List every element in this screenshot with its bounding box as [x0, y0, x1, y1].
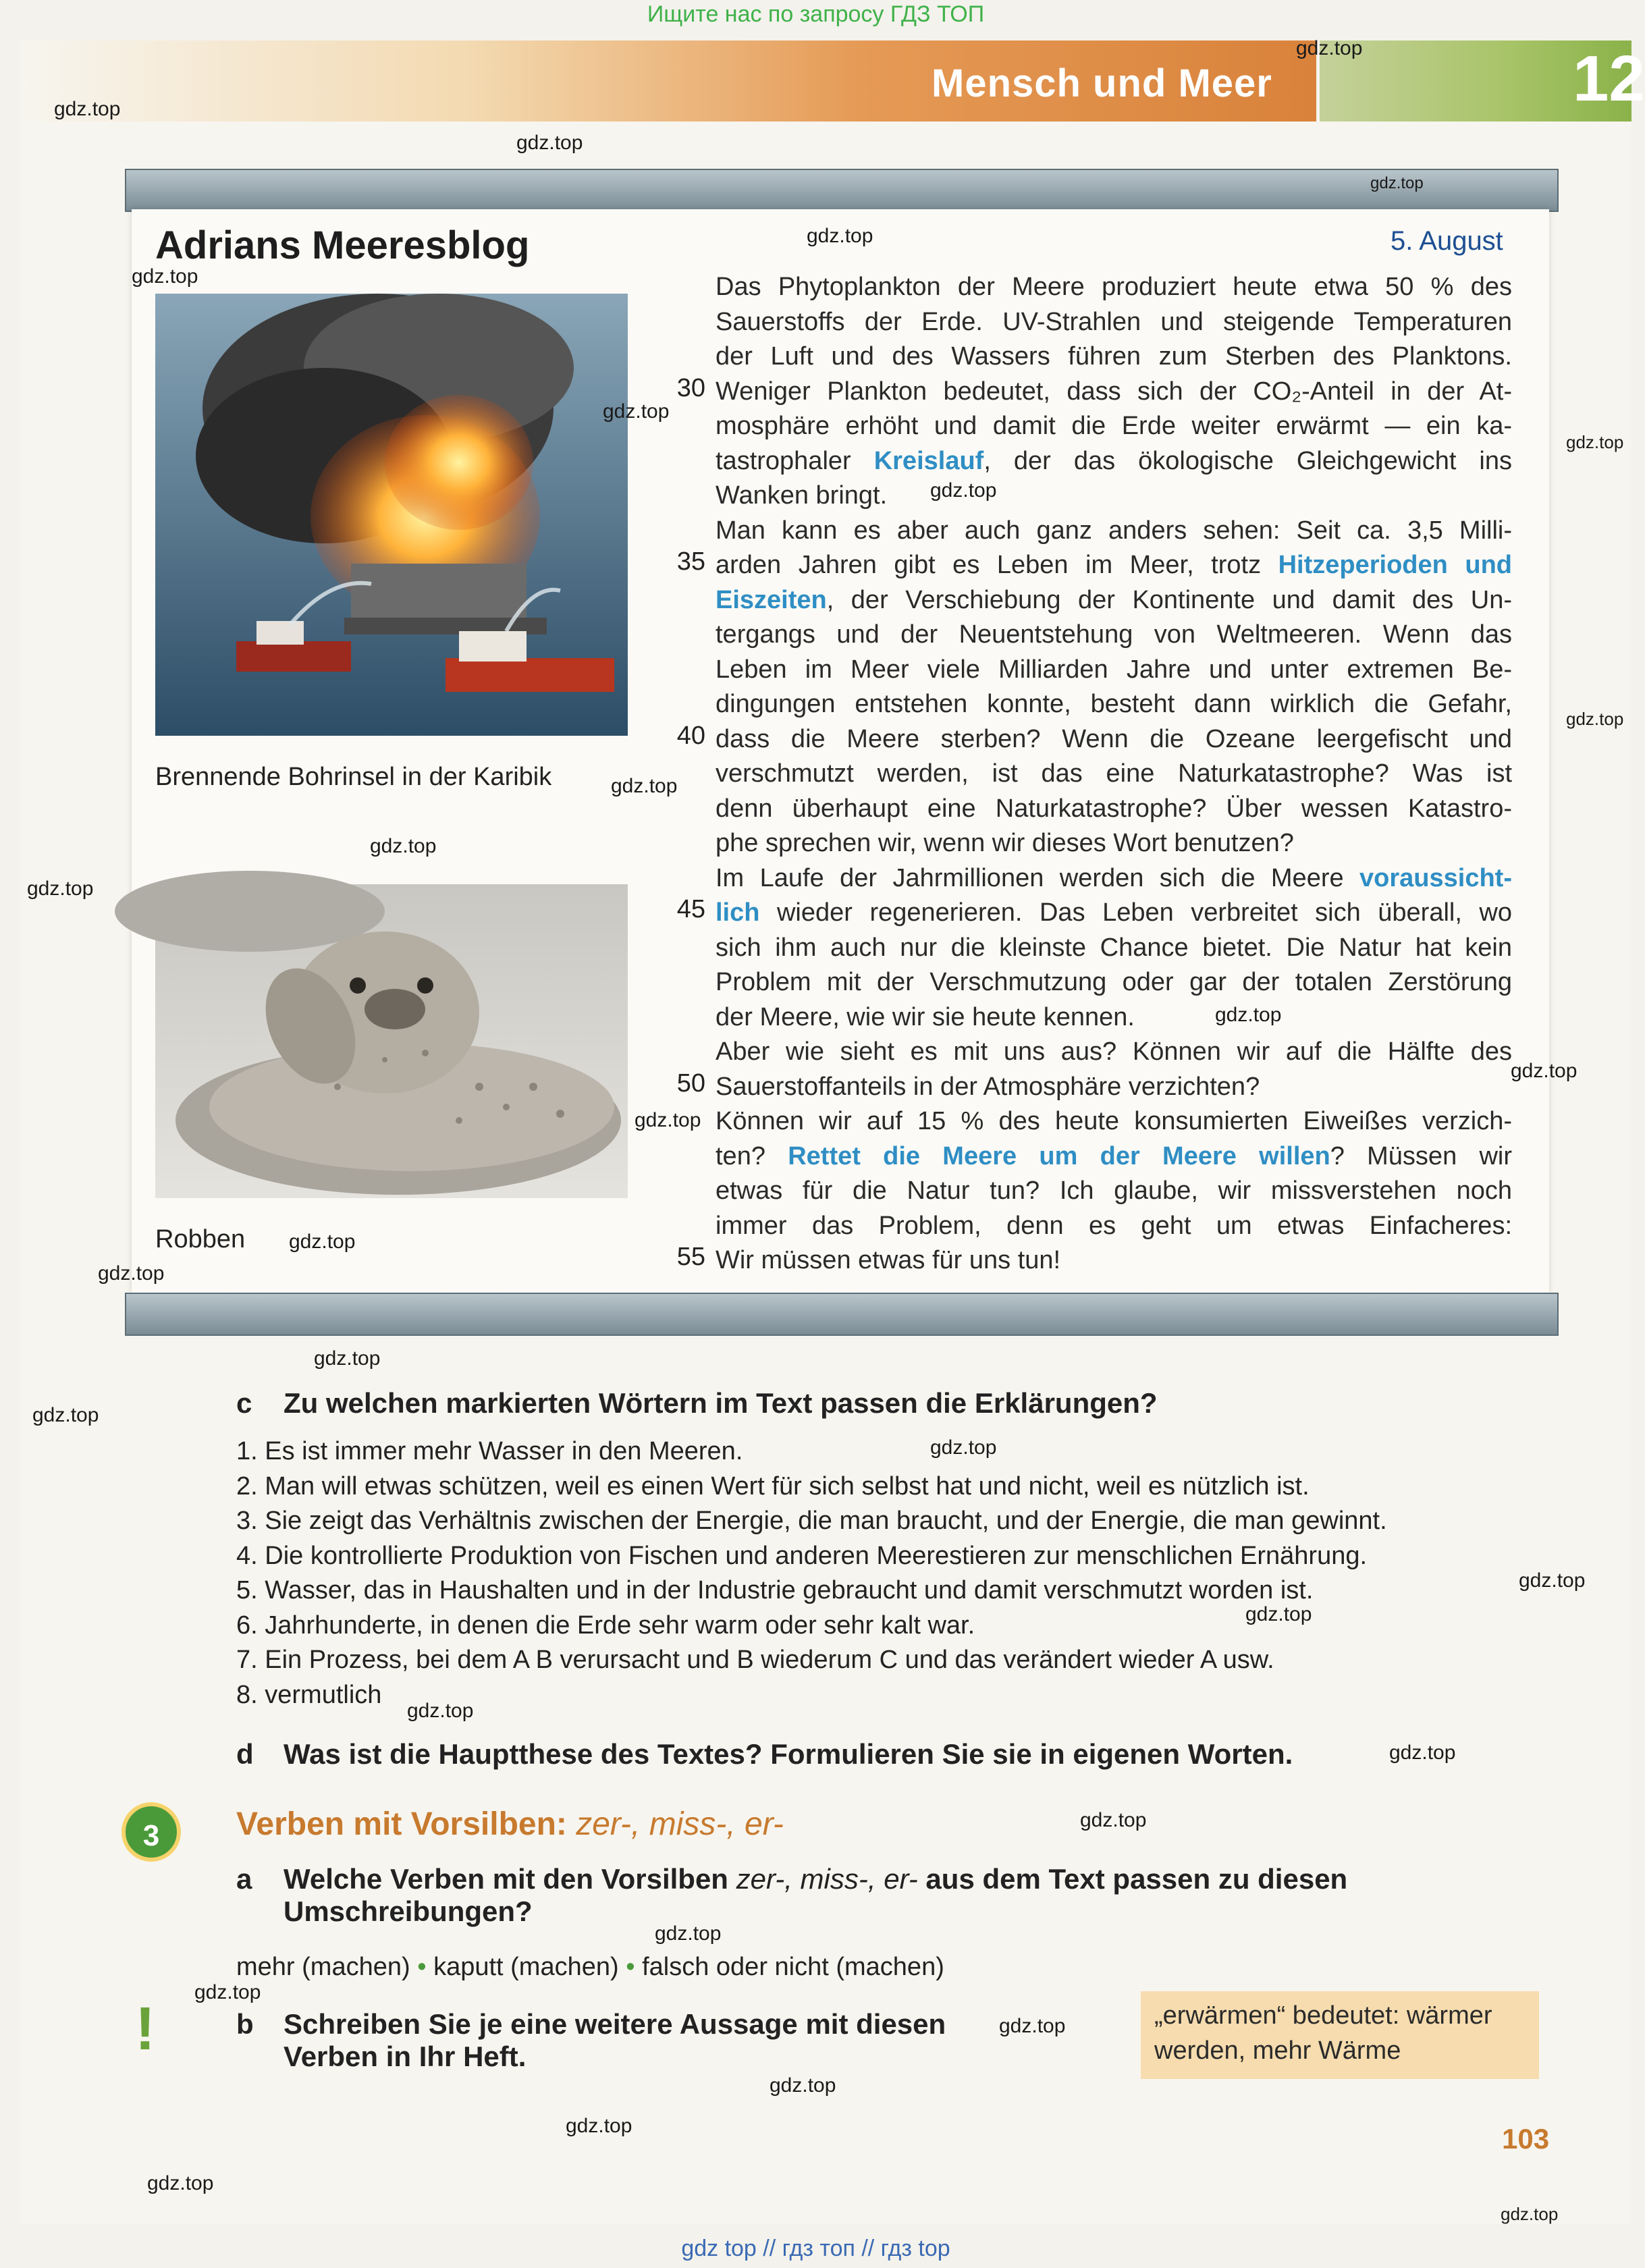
- text-line: Man kann es aber auch ganz anders sehen: Seit ca. 3,5 Milli-: [716, 516, 1512, 545]
- list-item: 7. Ein Prozess, bei dem A B verursacht und B wiederum C und das verändert wieder A usw.: [236, 1646, 1274, 1674]
- page-number: 103: [1502, 2123, 1550, 2155]
- highlighted-word: lich: [716, 898, 760, 927]
- text-line: Eiszeiten, der Verschiebung der Kontinente und damit des Un-: [716, 585, 1512, 614]
- watermark: gdz.top: [635, 1109, 701, 1131]
- watermark: gdz.top: [807, 225, 873, 247]
- task-b-letter: b: [236, 2008, 254, 2040]
- text-line: Weniger Plankton bedeutet, dass sich der CO₂-Anteil in der At-: [716, 377, 1512, 406]
- list-item: 6. Jahrhunderte, in denen die Erde sehr warm oder sehr kalt war.: [236, 1611, 975, 1640]
- bullet: •: [626, 1953, 635, 1981]
- text-line: Aber wie sieht es mit uns aus? Können wir auf die Hälfte des: [716, 1037, 1512, 1066]
- watermark: gdz.top: [407, 1700, 474, 1722]
- footer-watermark: gdz top // гдз топ // гдз top: [681, 2236, 950, 2261]
- task-a-letter: a: [236, 1863, 252, 1895]
- list-item: 8. vermutlich: [236, 1680, 382, 1709]
- line-number: 30: [676, 374, 705, 402]
- task-c-letter: c: [236, 1387, 252, 1419]
- text-line: Wir müssen etwas für uns tun!: [716, 1246, 1061, 1274]
- watermark: gdz.top: [930, 479, 997, 502]
- text-line: Leben im Meer viele Milliarden Jahre und unter extremen Be-: [716, 655, 1512, 684]
- highlighted-word: Hitzeperioden und: [1278, 551, 1512, 579]
- list-item: 4. Die kontrollierte Produktion von Fischen und anderen Meerestieren zur menschlichen Ernährung.: [236, 1541, 1368, 1570]
- section-number-badge: 3: [122, 1802, 181, 1862]
- watermark: gdz.top: [194, 1981, 261, 2003]
- text-line: Wanken bringt.: [716, 481, 888, 510]
- watermark: gdz.top: [370, 835, 437, 857]
- list-item: 3. Sie zeigt das Verhältnis zwischen der Energie, die man braucht, und der Energie, die man gewinnt.: [236, 1507, 1387, 1535]
- watermark: gdz.top: [32, 1404, 99, 1426]
- watermark: gdz.top: [1511, 1060, 1577, 1082]
- watermark: gdz.top: [147, 2172, 214, 2194]
- text-line: der Meere, wie wir sie heute kennen.: [716, 1002, 1135, 1031]
- watermark: gdz.top: [603, 400, 670, 423]
- highlighted-word: Rettet die Meere um der Meere willen: [788, 1141, 1330, 1170]
- line-number: 50: [676, 1069, 705, 1098]
- watermark: gdz.top: [930, 1436, 997, 1459]
- text-line: Sauerstoffs der Erde. UV-Strahlen und steigende Temperaturen: [716, 307, 1512, 336]
- text-line: der Luft und des Wassers führen zum Sterben des Planktons.: [716, 342, 1512, 371]
- chapter-number: 12: [1573, 43, 1645, 115]
- blog-frame-bottom: [125, 1293, 1559, 1336]
- watermark: gdz.top: [54, 98, 121, 120]
- watermark: gdz.top: [1389, 1742, 1456, 1764]
- watermark: gdz.top: [314, 1347, 381, 1370]
- highlighted-word: Eiszeiten: [716, 585, 827, 614]
- text-line: sich ihm auch nur die kleinste Chance bietet. Die Natur hat kein: [716, 933, 1512, 962]
- text-line: Sauerstoffanteils in der Atmosphäre verzichten?: [716, 1072, 1260, 1101]
- task-a-question: Welche Verben mit den Vorsilben zer-, miss-, er- aus dem Text passen zu diesen Umschreibungen?: [284, 1863, 1348, 1927]
- watermark: gdz.top: [1370, 174, 1424, 192]
- text-line: phe sprechen wir, wenn wir dieses Wort benutzen?: [716, 829, 1294, 857]
- watermark: gdz.top: [1566, 432, 1624, 452]
- text-line: verschmutzt werden, ist das eine Naturkatastrophe? Was ist: [716, 759, 1512, 788]
- list-item: 5. Wasser, das in Haushalten und in der Industrie gebraucht und damit verschmutzt worden ist.: [236, 1576, 1314, 1604]
- hint-box: „erwärmen“ bedeutet: wärmer werden, mehr Wärme: [1141, 1991, 1539, 2079]
- watermark: gdz.top: [289, 1231, 356, 1253]
- watermark: gdz.top: [1245, 1603, 1312, 1625]
- text-line: arden Jahren gibt es Leben im Meer, trotz Hitzeperioden und: [716, 551, 1512, 579]
- text-line: Das Phytoplankton der Meere produziert heute etwa 50 % des: [716, 273, 1512, 301]
- exclamation-icon: !: [135, 1995, 155, 2063]
- text-line: lich wieder regenerieren. Das Leben verbreitet sich überall, wo: [716, 898, 1512, 927]
- task-c-list: [236, 1434, 1387, 1712]
- text-line: mosphäre erhöht und damit die Erde weiter erwärmt — ein ka-: [716, 412, 1512, 440]
- line-number: 35: [676, 547, 705, 576]
- oil-rig-caption: Brennende Bohrinsel in der Karibik: [155, 763, 552, 791]
- list-item: 1. Es ist immer mehr Wasser in den Meeren.: [236, 1437, 743, 1465]
- oil-rig-photo: [155, 294, 628, 736]
- watermark: gdz.top: [770, 2074, 836, 2097]
- watermark: gdz.top: [516, 132, 583, 154]
- text-line: Können wir auf 15 % des heute konsumierten Eiweißes verzich-: [716, 1107, 1512, 1135]
- section-3-title: Verben mit Vorsilben: zer-, miss-, er-: [236, 1806, 784, 1842]
- watermark: gdz.top: [132, 265, 198, 288]
- watermark: gdz.top: [999, 2015, 1066, 2037]
- blog-date: 5. August: [1391, 226, 1503, 256]
- highlighted-word: Kreislauf: [873, 446, 984, 475]
- line-number: 40: [676, 722, 705, 750]
- line-number: 55: [676, 1243, 705, 1271]
- text-line: tastrophaler Kreislauf, der das ökologische Gleichgewicht ins: [716, 446, 1512, 475]
- text-line: Im Laufe der Jahrmillionen werden sich die Meere voraussicht-: [716, 863, 1512, 892]
- chapter-title: Mensch und Meer: [932, 61, 1272, 105]
- line-number: 45: [676, 895, 705, 923]
- text-line: tergangs und der Neuentstehung von Weltmeeren. Wenn das: [716, 620, 1512, 649]
- watermark: gdz.top: [611, 775, 678, 797]
- task-a-options: mehr (machen) • kaputt (machen) • falsch oder nicht (machen): [236, 1953, 944, 1981]
- watermark: gdz.top: [1519, 1569, 1586, 1592]
- task-c-question: Zu welchen markierten Wörtern im Text passen die Erklärungen?: [284, 1387, 1158, 1419]
- top-search-banner: Ищите нас по запросу ГДЗ ТОП: [647, 1, 985, 27]
- text-line: dass die Meere sterben? Wenn die Ozeane leergefischt und: [716, 724, 1512, 753]
- text-line: ten? Rettet die Meere um der Meere willen? Müssen wir: [716, 1141, 1512, 1170]
- bullet: •: [417, 1953, 427, 1981]
- text-line: immer das Problem, denn es geht um etwas Einfacheres:: [716, 1211, 1512, 1240]
- list-item: 2. Man will etwas schützen, weil es einen Wert für sich selbst hat und nicht, weil es nützlich ist.: [236, 1472, 1310, 1501]
- highlighted-word: voraussicht-: [1359, 863, 1512, 892]
- watermark: gdz.top: [1215, 1004, 1282, 1026]
- watermark: gdz.top: [1566, 709, 1624, 729]
- seal-caption: Robben: [155, 1225, 246, 1253]
- watermark: gdz.top: [655, 1922, 722, 1945]
- seal-photo: [155, 884, 628, 1198]
- blog-body-text: [716, 270, 1512, 1278]
- text-line: dingungen entstehen konnte, besteht dann wirklich die Gefahr,: [716, 690, 1512, 718]
- watermark: gdz.top: [1080, 1809, 1147, 1831]
- task-d-question: Was ist die Hauptthese des Textes? Formulieren Sie sie in eigenen Worten.: [284, 1738, 1293, 1770]
- blog-frame-top: [125, 169, 1559, 212]
- blog-title: Adrians Meeresblog: [155, 223, 530, 267]
- task-b-question: Schreiben Sie je eine weitere Aussage mit diesen Verben in Ihr Heft.: [284, 2008, 946, 2072]
- watermark: gdz.top: [98, 1262, 165, 1285]
- watermark: gdz.top: [1296, 37, 1363, 59]
- watermark: gdz.top: [566, 2115, 632, 2137]
- watermark: gdz.top: [1501, 2204, 1559, 2224]
- watermark: gdz.top: [27, 878, 94, 900]
- text-line: Problem mit der Verschmutzung oder gar der totalen Zerstörung: [716, 968, 1512, 996]
- text-line: etwas für die Natur tun? Ich glaube, wir missverstehen noch: [716, 1177, 1512, 1205]
- text-line: denn überhaupt eine Naturkatastrophe? Über wessen Katastro-: [716, 794, 1512, 823]
- task-d-letter: d: [236, 1738, 254, 1770]
